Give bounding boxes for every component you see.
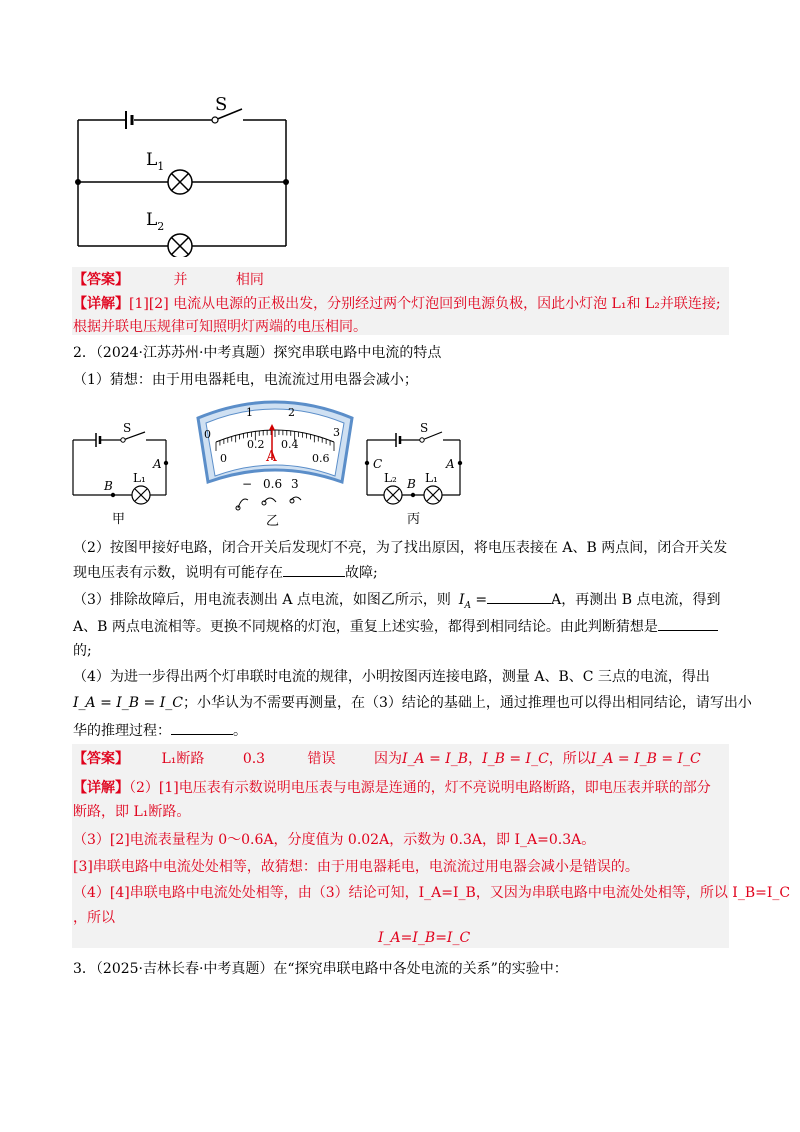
q2-detail-4c: I_A=I_B=I_C: [378, 930, 471, 946]
svg-text:A: A: [446, 457, 455, 471]
lamp2-label: L: [146, 210, 158, 230]
q2-part4-line3: 华的推理过程： 。: [73, 720, 733, 741]
q2-part4-line1: （4）为进一步得出两个灯串联时电流的规律，小明按图丙连接电路，测量 A、B、C 三点的电流，得出: [73, 669, 710, 685]
q2-detail-2: （3）[2]电流表量程为 0～0.6A，分度值为 0.02A，示数为 0.3A，即 I_A=0.3A。: [73, 832, 596, 848]
svg-text:L₁: L₁: [133, 471, 146, 485]
svg-text:L₁: L₁: [425, 471, 438, 485]
caption-yi: 乙: [266, 514, 280, 529]
blank-current[interactable]: [487, 589, 551, 604]
q1-detail-line1: 【详解】[1][2] 电流从电源的正极出发，分别经过两个灯泡回到电源负极，因此小灯泡 L₁和 L₂并联连接;: [73, 296, 721, 312]
svg-text:L₂: L₂: [384, 471, 397, 485]
q1-detail-line2: 根据并联电压规律可知照明灯两端的电压相同。: [73, 319, 367, 335]
q2-detail-1a: 【详解】（2）[1]电压表有示数说明电压表与电源是连通的，灯不亮说明电路断路，即电压表并联的部分: [73, 780, 711, 796]
svg-text:A: A: [266, 447, 277, 465]
parallel-circuit-diagram: [60, 92, 310, 257]
svg-text:0: 0: [204, 428, 211, 441]
q2-part3-line1: （3）排除故障后，用电流表测出 A 点电流，如图乙所示，则 $I_A = A$，再测出 B 点电流，得到: [73, 589, 733, 616]
svg-text:0.2: 0.2: [247, 438, 265, 451]
svg-text:S: S: [123, 421, 132, 435]
q2-detail-4a: （4）[4]串联电路中电流处处相等，由（3）结论可知，I_A=I_B，又因为串联电路中电流处处相等，所以 I_B=I_C: [73, 885, 791, 901]
q2-part3-line2: A、B 两点电流相等。更换不同规格的灯泡，重复上述实验，都得到相同结论。由此判断猜想是: [73, 616, 733, 637]
circuit-bing-diagram: [362, 418, 472, 528]
blank-fault[interactable]: [283, 562, 345, 577]
caption-jia: 甲: [112, 512, 126, 527]
q1-answer: 【答案】 并 相同: [73, 272, 264, 288]
svg-text:A: A: [153, 457, 162, 471]
q2-detail-3: [3]串联电路中电流处处相等，故猜想：由于用电器耗电，电流流过用电器会减小是错误的。: [73, 859, 639, 875]
svg-text:0.6: 0.6: [312, 452, 330, 465]
svg-text:0.4: 0.4: [281, 438, 299, 451]
svg-text:C: C: [373, 457, 383, 471]
q3-header: 3．（2025·吉林长春·中考真题）在“探究串联电路中各处电流的关系”的实验中：: [73, 961, 568, 977]
q2-detail-4b: ，所以: [73, 910, 115, 926]
svg-text:−: −: [242, 477, 253, 491]
svg-text:1: 1: [246, 406, 253, 419]
q2-answer: 【答案】 L₁断路 0.3 错误 因为I_A = I_B，I_B = I_C，所以I_A = I_B = I_C: [73, 751, 701, 767]
svg-text:3: 3: [333, 426, 340, 439]
blank-guess[interactable]: [658, 616, 718, 631]
ammeter-dial-diagram: [190, 390, 360, 530]
caption-bing: 丙: [407, 512, 421, 527]
q2-part1: （1）猜想：由于用电器耗电，电流流过用电器会减小；: [73, 372, 418, 388]
q2-detail-1b: 断路，即 L₁断路。: [73, 804, 191, 820]
svg-text:0: 0: [220, 452, 227, 465]
svg-text:3: 3: [291, 477, 299, 491]
svg-text:B: B: [407, 477, 416, 491]
svg-text:0.6: 0.6: [263, 477, 283, 491]
q2-part2-line2: 现电压表有示数，说明有可能存在 故障;: [73, 562, 733, 583]
lamp1-label: L: [146, 150, 158, 170]
q2-part4-line2: I_A = I_B = I_C；小华认为不需要再测量，在（3）结论的基础上，通过推理也可以得出相同结论，请写出小: [73, 695, 752, 711]
svg-text:S: S: [420, 421, 429, 435]
svg-text:B: B: [104, 479, 113, 493]
switch-label: S: [215, 94, 228, 115]
svg-text:L2: $L_2$: [146, 210, 165, 233]
q2-part2-line1: （2）按图甲接好电路，闭合开关后发现灯不亮，为了找出原因，将电压表接在 A、B 两点间，闭合开关发: [73, 540, 728, 556]
circuit-jia-diagram: [68, 418, 178, 528]
blank-reasoning[interactable]: [171, 720, 233, 735]
q2-part3-line3: 的;: [73, 643, 92, 659]
svg-text:L1: $L_1$: [146, 150, 165, 173]
q2-header: 2．（2024·江苏苏州·中考真题）探究串联电路中电流的特点: [73, 345, 442, 361]
svg-text:2: 2: [288, 406, 295, 419]
